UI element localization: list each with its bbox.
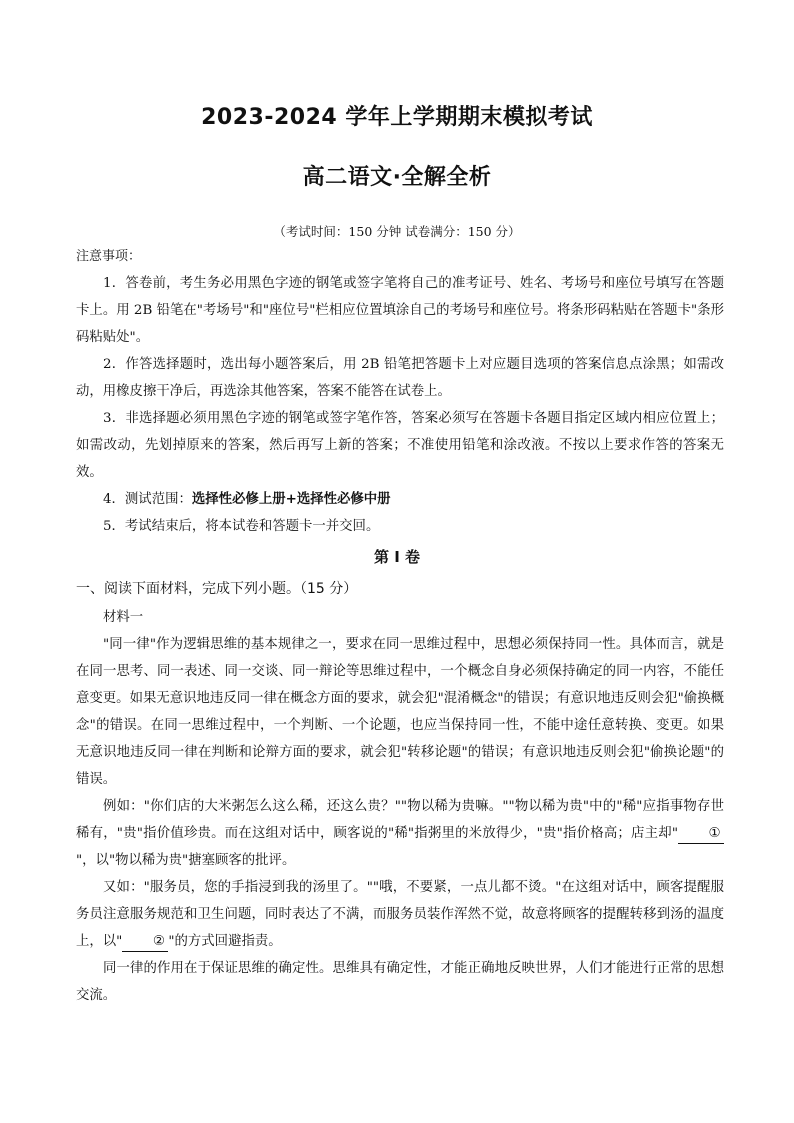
section-heading: 第 I 卷 — [373, 548, 421, 566]
note-item-5: 5．考试结束后，将本试卷和答题卡一并交回。 — [103, 519, 380, 534]
material-paragraph-1: "同一律"作为逻辑思维的基本规律之一，要求在同一思维过程中，思想必须保持同一性。具体而言，就是在同一思考、同一表述、同一交谈、同一辩论等思维过程中，一个概念自身必须保持确定的同一内容，不能任意变更。如果无意识地违反同一律在概念方面的要求，就会犯"混淆概念"的错误；有意识地违反则会犯"偷换概念"的错误。在同一思维过程中，一个判断、一个论题，也应当保持同一性，不能中途任意转换、变更。如果无意识地违反同一律在判断和论辩方面的要求，就会犯"转移论题"的错误；有意识地违反则会犯"偷换论题"的错误。 — [76, 637, 724, 787]
blank-1: ① — [678, 825, 724, 844]
paragraph-2-text-a: 例如："你们店的大米粥怎么这么稀，还这么贵？""物以稀为贵嘛。""物以稀为贵"中的"稀"应指事物存世稀有，"贵"指价值珍贵。而在这组对话中，顾客说的"稀"指粥里的米放得少，"贵"指价格高；店主却" — [76, 799, 724, 841]
test-scope: 选择性必修上册+选择性必修中册 — [191, 492, 391, 507]
paragraph-3-text-a: 又如："服务员，您的手指浸到我的汤里了。""哦，不要紧，一点儿都不烫。"在这组对话中，顾客提醒服务员注意服务规范和卫生问题，同时表达了不满，而服务员装作浑然不觉，故意将顾客的提醒转移到汤的温度上，以" — [76, 880, 724, 949]
material-paragraph-2 — [76, 793, 724, 874]
material-label: 材料一 — [103, 610, 144, 625]
exam-info: （考试时间：150 分钟 试卷满分：150 分） — [273, 224, 521, 239]
note-item-1: 1．答卷前，考生务必用黑色字迹的钢笔或签字笔将自己的准考证号、姓名、考场号和座位号填写在答题卡上。用 2B 铅笔在"考场号"和"座位号"栏相应位置填涂自己的考场号和座位号。将条形码粘贴在答题卡"条形码粘贴处"。 — [76, 276, 724, 345]
question-heading: 一、阅读下面材料，完成下列小题。（15 分） — [76, 581, 358, 597]
paragraph-3-text-b: "的方式回避指责。 — [168, 934, 282, 949]
notes-heading: 注意事项： — [76, 249, 142, 264]
reading-material — [76, 604, 724, 1009]
notes-list — [76, 270, 724, 540]
note-item-2: 2．作答选择题时，选出每小题答案后，用 2B 铅笔把答题卡上对应题目选项的答案信息点涂黑；如需改动，用橡皮擦干净后，再选涂其他答案，答案不能答在试卷上。 — [76, 357, 724, 399]
material-paragraph-4: 同一律的作用在于保证思维的确定性。思维具有确定性，才能正确地反映世界，人们才能进行正常的思想交流。 — [76, 961, 724, 1003]
exam-title: 2023-2024 学年上学期期末模拟考试 — [201, 105, 593, 130]
material-paragraph-3 — [76, 874, 724, 955]
exam-subtitle: 高二语文·全解全析 — [302, 165, 492, 190]
note-item-4-prefix: 4．测试范围： — [103, 492, 192, 507]
paragraph-2-text-b: "，以"物以稀为贵"搪塞顾客的批评。 — [76, 853, 296, 868]
note-item-4 — [76, 486, 724, 513]
note-item-3: 3．非选择题必须用黑色字迹的钢笔或签字笔作答，答案必须写在答题卡各题目指定区域内相应位置上；如需改动，先划掉原来的答案，然后再写上新的答案；不准使用铅笔和涂改液。不按以上要求作答的答案无效。 — [76, 411, 724, 480]
blank-2: ② — [122, 933, 168, 952]
